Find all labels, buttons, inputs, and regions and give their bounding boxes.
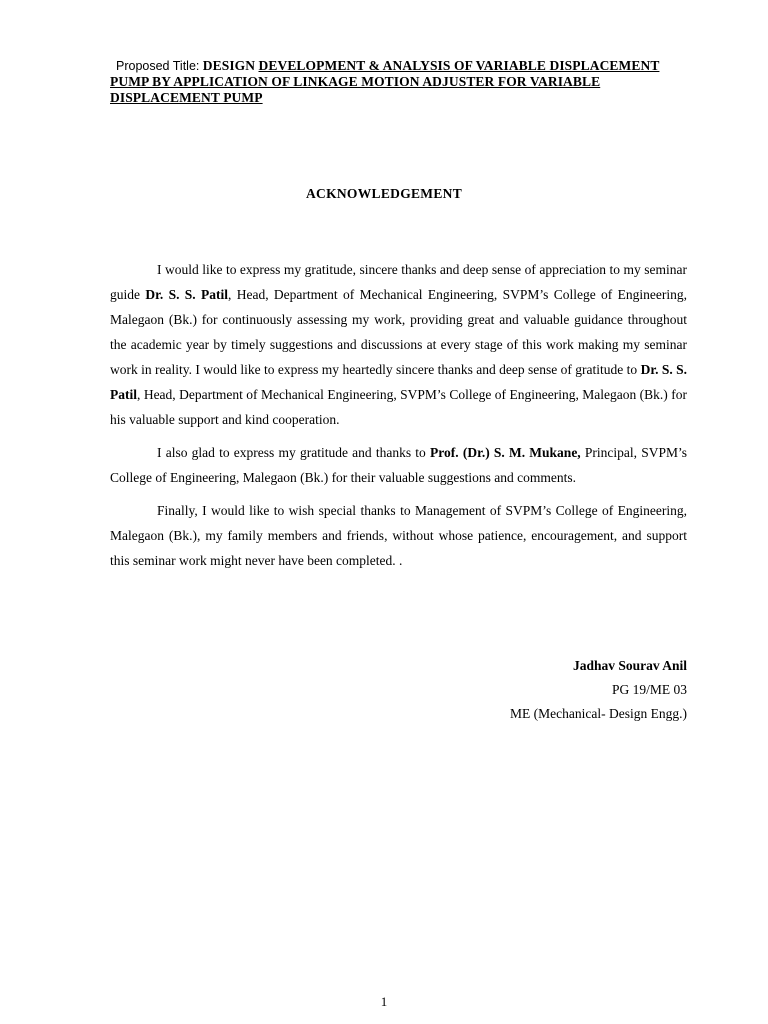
proposed-title-underlined: DEVELOPMENT & ANALYSIS OF VARIABLE DISPLACEMENT PUMP BY APPLICATION OF LINKAGE MOTION ADJUSTER FOR VARIABLE DISPLACEMENT PUMP [110, 58, 660, 105]
signature-id: PG 19/ME 03 [611, 682, 687, 697]
signature-name: Jadhav Sourav Anil [572, 658, 687, 673]
paragraph-2-text-2: Principal, SVPM’s College of Engineering, Malegaon (Bk.) for their valuable suggestions and comments. [110, 445, 687, 485]
paragraph-3-text-1: Finally, I would like to wish special thanks to Management of SVPM’s College of Engineering, Malegaon (Bk.), my family members and friends, without whose patience, encouragement, and support this seminar work might never have been completed. . [110, 503, 687, 568]
paragraph-3 [110, 498, 687, 573]
signature-block [510, 654, 687, 726]
paragraph-2 [110, 440, 687, 490]
paragraph-1-bold-1: Dr. S. S. Patil [145, 287, 229, 302]
paragraph-1-text-2: , Head, Department of Mechanical Engineering, SVPM’s College of Engineering, Malegaon (Bk.) for continuously assessing my work, providing great and valuable guidance throughout the academic year by timely suggestions and discussions at every stage of this work making my seminar work in reality. I would like to express my heartedly sincere thanks and deep sense of gratitude to [110, 287, 687, 377]
page-heading: ACKNOWLEDGEMENT [305, 186, 462, 201]
paragraph-2-text-1: I also glad to express my gratitude and thanks to [157, 445, 430, 460]
proposed-title-lead: DESIGN [202, 58, 256, 73]
signature-program: ME (Mechanical- Design Engg.) [510, 706, 687, 721]
paragraph-1-text-1: I would like to express my gratitude, sincere thanks and deep sense of appreciation to my seminar guide [110, 262, 687, 302]
paragraph-2-bold-1: Prof. (Dr.) S. M. Mukane, [430, 445, 581, 460]
paragraph-1-text-3: , Head, Department of Mechanical Engineering, SVPM’s College of Engineering, Malegaon (Bk.) for his valuable support and kind cooperation. [110, 387, 687, 427]
page-number: 1 [380, 994, 388, 1009]
paragraph-1 [110, 257, 687, 432]
proposed-title [110, 58, 700, 106]
acknowledgement-body [110, 257, 687, 581]
proposed-title-prefix: Proposed Title: [116, 59, 200, 73]
paragraph-1-bold-2: Dr. S. S. Patil [110, 362, 687, 402]
